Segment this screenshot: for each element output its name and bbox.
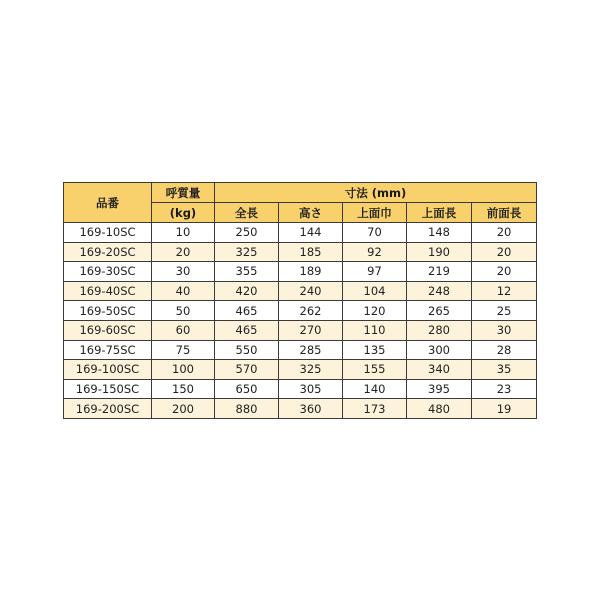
cell-height: 189	[279, 262, 343, 282]
header-front-length: 前面長	[472, 203, 537, 223]
table-row	[64, 379, 537, 399]
cell-front-length: 12	[472, 281, 537, 301]
cell-top-width: 140	[343, 379, 407, 399]
cell-front-length: 35	[472, 360, 537, 380]
cell-nominal-mass: 20	[152, 242, 215, 262]
cell-top-length: 395	[407, 379, 472, 399]
table-row	[64, 262, 537, 282]
table-row	[64, 360, 537, 380]
cell-part-no: 169-200SC	[64, 399, 152, 419]
cell-top-width: 70	[343, 223, 407, 243]
cell-height: 144	[279, 223, 343, 243]
spec-table	[63, 182, 537, 419]
cell-height: 360	[279, 399, 343, 419]
cell-total-length: 570	[215, 360, 279, 380]
cell-part-no: 169-10SC	[64, 223, 152, 243]
cell-nominal-mass: 100	[152, 360, 215, 380]
cell-part-no: 169-100SC	[64, 360, 152, 380]
cell-total-length: 550	[215, 340, 279, 360]
cell-part-no: 169-75SC	[64, 340, 152, 360]
cell-top-width: 173	[343, 399, 407, 419]
cell-top-width: 97	[343, 262, 407, 282]
cell-top-width: 135	[343, 340, 407, 360]
cell-top-length: 148	[407, 223, 472, 243]
cell-height: 262	[279, 301, 343, 321]
header-top-length: 上面長	[407, 203, 472, 223]
cell-total-length: 250	[215, 223, 279, 243]
cell-top-width: 155	[343, 360, 407, 380]
cell-top-width: 120	[343, 301, 407, 321]
cell-top-length: 219	[407, 262, 472, 282]
table-row	[64, 242, 537, 262]
header-part-no: 品番	[64, 183, 152, 223]
table-row	[64, 301, 537, 321]
cell-height: 285	[279, 340, 343, 360]
cell-top-length: 280	[407, 320, 472, 340]
cell-total-length: 465	[215, 320, 279, 340]
cell-total-length: 355	[215, 262, 279, 282]
cell-nominal-mass: 60	[152, 320, 215, 340]
cell-part-no: 169-150SC	[64, 379, 152, 399]
cell-top-length: 190	[407, 242, 472, 262]
table-row	[64, 340, 537, 360]
cell-part-no: 169-30SC	[64, 262, 152, 282]
cell-front-length: 30	[472, 320, 537, 340]
cell-height: 270	[279, 320, 343, 340]
cell-top-length: 248	[407, 281, 472, 301]
cell-height: 240	[279, 281, 343, 301]
cell-nominal-mass: 75	[152, 340, 215, 360]
cell-top-width: 92	[343, 242, 407, 262]
header-height: 高さ	[279, 203, 343, 223]
table-row	[64, 399, 537, 419]
cell-total-length: 465	[215, 301, 279, 321]
cell-front-length: 28	[472, 340, 537, 360]
cell-nominal-mass: 40	[152, 281, 215, 301]
cell-height: 185	[279, 242, 343, 262]
table-row	[64, 223, 537, 243]
cell-part-no: 169-50SC	[64, 301, 152, 321]
header-dimensions: 寸法 (mm)	[215, 183, 537, 203]
table-row	[64, 320, 537, 340]
cell-nominal-mass: 10	[152, 223, 215, 243]
cell-part-no: 169-40SC	[64, 281, 152, 301]
cell-nominal-mass: 200	[152, 399, 215, 419]
cell-top-width: 110	[343, 320, 407, 340]
cell-top-length: 265	[407, 301, 472, 321]
table-row	[64, 281, 537, 301]
cell-height: 305	[279, 379, 343, 399]
cell-nominal-mass: 50	[152, 301, 215, 321]
cell-front-length: 20	[472, 223, 537, 243]
header-top-width: 上面巾	[343, 203, 407, 223]
cell-front-length: 20	[472, 262, 537, 282]
cell-top-length: 300	[407, 340, 472, 360]
cell-total-length: 650	[215, 379, 279, 399]
cell-front-length: 20	[472, 242, 537, 262]
cell-front-length: 23	[472, 379, 537, 399]
cell-top-length: 340	[407, 360, 472, 380]
cell-height: 325	[279, 360, 343, 380]
cell-nominal-mass: 150	[152, 379, 215, 399]
cell-front-length: 25	[472, 301, 537, 321]
header-row	[64, 183, 537, 203]
header-nominal-mass-unit: (kg)	[152, 203, 215, 223]
cell-top-length: 480	[407, 399, 472, 419]
cell-nominal-mass: 30	[152, 262, 215, 282]
cell-part-no: 169-20SC	[64, 242, 152, 262]
cell-front-length: 19	[472, 399, 537, 419]
table-body	[64, 223, 537, 419]
cell-total-length: 880	[215, 399, 279, 419]
cell-total-length: 325	[215, 242, 279, 262]
header-nominal-mass: 呼質量	[152, 183, 215, 203]
cell-part-no: 169-60SC	[64, 320, 152, 340]
header-total-length: 全長	[215, 203, 279, 223]
cell-total-length: 420	[215, 281, 279, 301]
cell-top-width: 104	[343, 281, 407, 301]
